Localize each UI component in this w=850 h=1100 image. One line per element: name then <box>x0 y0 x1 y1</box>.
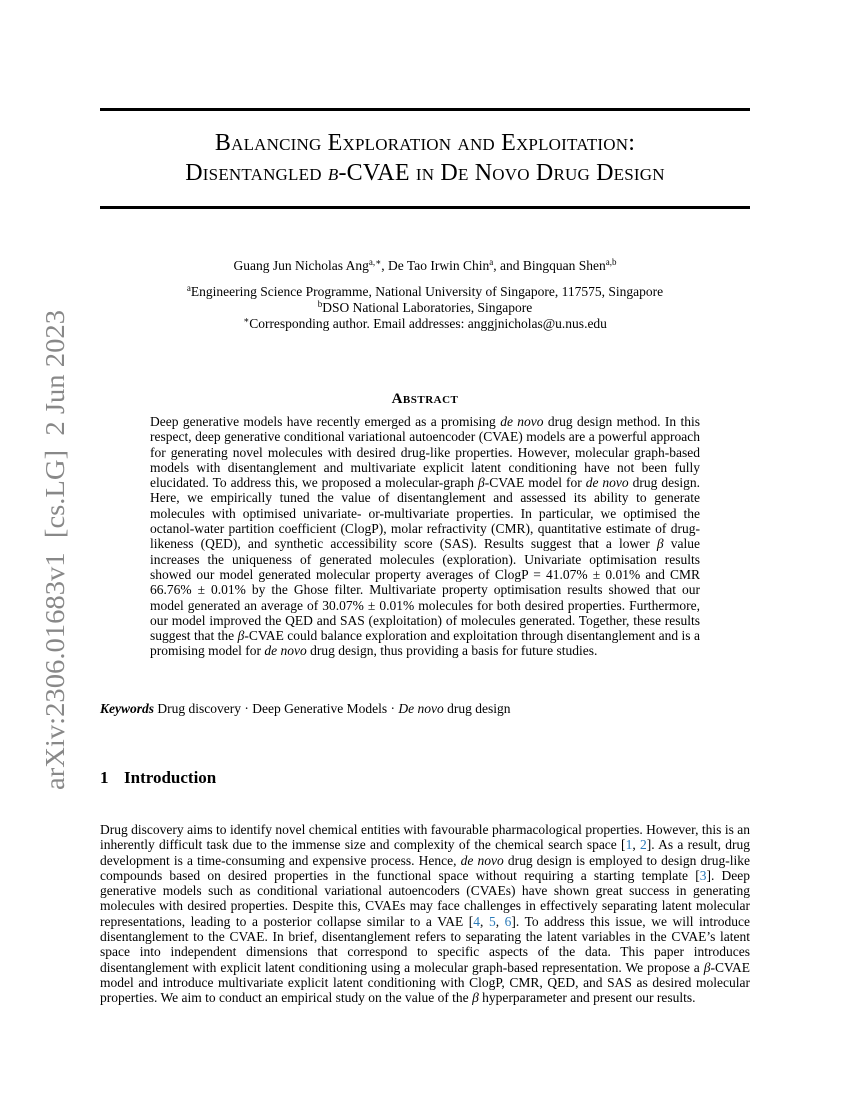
abstract-heading: Abstract <box>391 391 459 407</box>
citation-link[interactable]: 2 <box>639 837 647 853</box>
affiliation-b: $^b$DSO National Laboratories, Singapore <box>317 299 533 315</box>
section-number: 1 <box>100 768 109 787</box>
abstract-body: Deep generative models have recently emerged as a promising de novo drug design method. In this respect, deep generative conditional variational autoencoder (CVAE) models are a powerful approach for generating novel molecules with desired drug-like properties. However, molecular graph-based models with disentanglement and multivariate explicit latent conditioning have not been fully elucidated. To address this, we proposed a molecular-graph β-CVAE model for de novo drug design. Here, we empirically tuned the value of disentanglement and assessed its ability to generate molecules with optimised univariate- or-multivariate properties. In particular, we optimised the octanol-water partition coefficient (ClogP), molar refractivity (CMR), quantitative estimate of drug-likeness (QED), and synthetic accessibility score (SAS). Results suggest that a lower β value increases the uniqueness of generated molecules (exploration). Univariate optimisation results showed our model generated molecular property averages of ClogP = 41.07% ± 0.01% and CMR 66.76% ± 0.01% by the Ghose filter. Multivariate property optimisation results showed that our model generated an average of 30.07% ± 0.01% molecules for both desired properties. Furthermore, our model improved the QED and SAS (exploitation) of molecules generated. Together, these results suggest that the β-CVAE could balance exploration and exploitation through disentanglement and is a promising model for de novo drug design, thus providing a basis for future studies. <box>150 414 700 659</box>
keywords-line: Keywords Drug discovery · Deep Generative Models · De novo drug design <box>100 701 511 716</box>
citation-link[interactable]: 3 <box>699 867 707 883</box>
section-heading-introduction <box>100 768 216 788</box>
citation-link[interactable]: 6 <box>504 913 512 929</box>
title-rule-top <box>100 108 750 111</box>
citation-link[interactable]: 4 <box>473 913 481 929</box>
title-rule-bottom <box>100 206 750 209</box>
author-list: Guang Jun Nicholas Ang$^{a,∗}$, De Tao Irwin Chin$^a$, and Bingquan Shen$^{a,b}$ <box>233 257 617 273</box>
paper-title <box>100 128 750 188</box>
affiliation-a: $^a$Engineering Science Programme, National University of Singapore, 117575, Singapore <box>186 283 664 299</box>
keywords-label: Keywords <box>100 701 154 716</box>
corresponding-author: ∗Corresponding author. Email addresses: anggjnicholas@u.nus.edu <box>243 315 607 331</box>
citation-link[interactable]: 1 <box>625 837 633 853</box>
arxiv-identifier-stamp <box>26 300 78 800</box>
section-title: Introduction <box>124 768 217 787</box>
affiliations <box>100 284 750 332</box>
title-line-1: Balancing Exploration and Exploitation: <box>214 130 636 156</box>
introduction-paragraph: Drug discovery aims to identify novel chemical entities with favourable pharmacological properties. However, this is an inherently difficult task due to the immense size and complexity of the chemical search space [1, 2]. As a result, drug development is a time-consuming and expensive process. Hence, de novo drug design is employed to design drug-like compounds based on desired properties in the functional space without requiring a starting template [3]. Deep generative models such as conditional variational autoencoders (CVAEs) have shown great success in generating molecules with desired properties. Despite this, CVAEs may face challenges in effectively separating latent molecular representations, leading to a posterior collapse similar to a VAE [4, 5, 6]. To address this issue, we will introduce disentanglement to the CVAE. In brief, disentanglement refers to separating the latent variables in the CVAE’s latent space into independent dimensions that correspond to specific aspects of the data. This paper introduces disentanglement with explicit latent conditioning using a molecular graph-based representation. We propose a β-CVAE model and introduce multivariate explicit latent conditioning with ClogP, CMR, QED, and SAS as desired molecular properties. We aim to conduct an empirical study on the value of the β hyperparameter and present our results. <box>100 822 751 1006</box>
citation-link[interactable]: 5 <box>488 913 496 929</box>
title-line-2: Disentangled β-CVAE in De Novo Drug Design <box>185 160 665 186</box>
arxiv-identifier-text: arXiv:2306.01683v1 [cs.LG] 2 Jun 2023 <box>40 337 70 790</box>
